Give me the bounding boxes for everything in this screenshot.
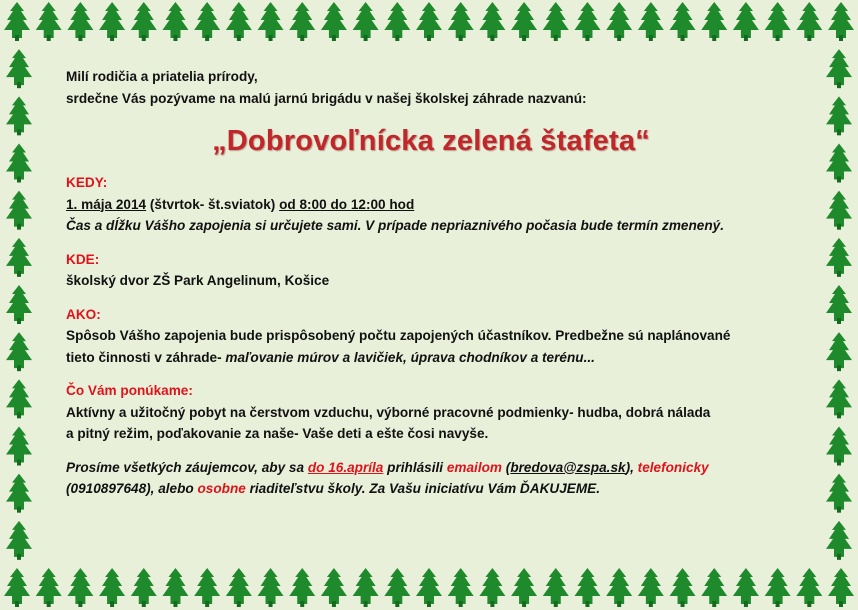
christmas-tree-icon xyxy=(826,285,852,324)
christmas-tree-icon xyxy=(479,2,505,41)
christmas-tree-icon xyxy=(448,2,474,41)
christmas-tree-icon xyxy=(6,96,32,135)
ponukame-line-2: a pitný režim, poďakovanie za naše- Vaše deti a ešte čosi navyše. xyxy=(66,426,489,441)
christmas-tree-icon xyxy=(321,568,347,607)
christmas-tree-icon xyxy=(826,427,852,466)
christmas-tree-icon xyxy=(826,191,852,230)
christmas-tree-icon xyxy=(765,2,791,41)
christmas-tree-icon xyxy=(6,427,32,466)
christmas-tree-icon xyxy=(511,568,537,607)
ako-line-2 xyxy=(66,347,796,369)
ponukame-heading: Čo Vám ponúkame: xyxy=(66,383,193,398)
christmas-tree-icon xyxy=(796,568,822,607)
christmas-tree-icon xyxy=(638,568,664,607)
christmas-tree-icon xyxy=(826,521,852,560)
christmas-tree-icon xyxy=(353,568,379,607)
page-title: „Dobrovoľnícka zelená štafeta“ xyxy=(212,125,650,157)
christmas-tree-icon xyxy=(543,2,569,41)
christmas-tree-icon xyxy=(416,568,442,607)
christmas-tree-icon xyxy=(606,568,632,607)
christmas-tree-icon xyxy=(131,568,157,607)
christmas-tree-icon xyxy=(4,2,30,41)
personal-word: osobne xyxy=(197,481,246,496)
closing-part-4: ), xyxy=(625,459,638,475)
christmas-tree-icon xyxy=(258,2,284,41)
christmas-tree-icon xyxy=(4,568,30,607)
christmas-tree-icon xyxy=(384,568,410,607)
christmas-tree-icon xyxy=(6,379,32,418)
kedy-datetime xyxy=(66,194,796,216)
kedy-note: Čas a dĺžku Vášho zapojenia si určujete sami. V prípade nepriaznivého počasia bude termín zmenený. xyxy=(66,218,724,233)
ako-line-2-italic: maľovanie múrov a lavičiek, úprava chodníkov a terénu... xyxy=(225,349,595,365)
ako-line-1: Spôsob Vášho zapojenia bude prispôsobený počtu zapojených účastníkov. Predbežne sú naplánované xyxy=(66,328,731,343)
christmas-tree-icon xyxy=(701,568,727,607)
christmas-tree-icon xyxy=(733,2,759,41)
closing-part-5: (0910897648), alebo xyxy=(66,481,198,496)
christmas-tree-icon xyxy=(321,2,347,41)
event-time: od 8:00 do 12:00 hod xyxy=(279,196,415,212)
email-word: emailom xyxy=(446,459,502,475)
christmas-tree-icon xyxy=(479,568,505,607)
kde-place: školský dvor ZŠ Park Angelinum, Košice xyxy=(66,273,330,288)
christmas-tree-icon xyxy=(289,2,315,41)
ako-heading: AKO: xyxy=(66,306,101,322)
christmas-tree-icon xyxy=(226,568,252,607)
closing-line-1 xyxy=(66,457,796,479)
christmas-tree-icon xyxy=(574,568,600,607)
christmas-tree-icon xyxy=(36,2,62,41)
christmas-tree-icon xyxy=(289,568,315,607)
christmas-tree-icon xyxy=(448,568,474,607)
christmas-tree-icon xyxy=(416,2,442,41)
closing-part-2: prihlásili xyxy=(383,459,447,475)
christmas-tree-icon xyxy=(131,2,157,41)
christmas-tree-icon xyxy=(6,285,32,324)
christmas-tree-icon xyxy=(828,2,854,41)
christmas-tree-icon xyxy=(826,144,852,183)
christmas-tree-icon xyxy=(194,568,220,607)
christmas-tree-icon xyxy=(36,568,62,607)
invite-text: srdečne Vás pozývame na malú jarnú brigádu v našej školskej záhrade nazvanú: xyxy=(66,90,587,106)
christmas-tree-icon xyxy=(826,96,852,135)
christmas-tree-icon xyxy=(826,474,852,513)
ponukame-line-1: Aktívny a užitočný pobyt na čerstvom vzduchu, výborné pracovné podmienky- hudba, dobrá nálada xyxy=(66,404,711,420)
christmas-tree-icon xyxy=(6,49,32,88)
christmas-tree-icon xyxy=(99,568,125,607)
christmas-tree-icon xyxy=(826,238,852,277)
christmas-tree-icon xyxy=(6,144,32,183)
phone-word: telefonicky xyxy=(637,459,709,475)
christmas-tree-icon xyxy=(606,2,632,41)
closing-part-1: Prosíme všetkých záujemcov, aby sa xyxy=(66,459,308,475)
christmas-tree-icon xyxy=(162,568,188,607)
christmas-tree-icon xyxy=(826,49,852,88)
deadline-date: do 16.apríla xyxy=(307,459,384,475)
christmas-tree-icon xyxy=(6,474,32,513)
christmas-tree-icon xyxy=(511,2,537,41)
greeting-text: Milí rodičia a priatelia prírody, xyxy=(66,69,258,84)
christmas-tree-icon xyxy=(162,2,188,41)
christmas-tree-icon xyxy=(226,2,252,41)
christmas-tree-icon xyxy=(670,568,696,607)
christmas-tree-icon xyxy=(670,2,696,41)
kde-heading: KDE: xyxy=(66,251,100,267)
kedy-heading: KEDY: xyxy=(66,175,108,190)
christmas-tree-icon xyxy=(194,2,220,41)
christmas-tree-icon xyxy=(384,2,410,41)
christmas-tree-icon xyxy=(99,2,125,41)
christmas-tree-icon xyxy=(543,568,569,607)
christmas-tree-icon xyxy=(733,568,759,607)
christmas-tree-icon xyxy=(353,2,379,41)
christmas-tree-icon xyxy=(6,332,32,371)
christmas-tree-icon xyxy=(67,568,93,607)
christmas-tree-icon xyxy=(796,2,822,41)
closing-part-6: riaditeľstvu školy. Za Vašu iniciatívu Vám ĎAKUJEME. xyxy=(245,481,600,496)
invitation-body xyxy=(66,66,796,500)
christmas-tree-icon xyxy=(701,2,727,41)
christmas-tree-icon xyxy=(826,332,852,371)
closing-part-3: ( xyxy=(502,459,511,475)
closing-line-2 xyxy=(66,478,796,500)
christmas-tree-icon xyxy=(6,521,32,560)
event-date-note: (štvrtok- št.sviatok) xyxy=(146,196,280,212)
christmas-tree-icon xyxy=(765,568,791,607)
christmas-tree-icon xyxy=(574,2,600,41)
event-date: 1. mája 2014 xyxy=(66,196,147,212)
christmas-tree-icon xyxy=(67,2,93,41)
christmas-tree-icon xyxy=(6,191,32,230)
christmas-tree-icon xyxy=(638,2,664,41)
christmas-tree-icon xyxy=(826,379,852,418)
ako-line-2-plain: tieto činnosti v záhrade- xyxy=(66,349,226,365)
christmas-tree-icon xyxy=(258,568,284,607)
christmas-tree-icon xyxy=(6,238,32,277)
email-link[interactable]: bredova@zspa.sk xyxy=(510,459,626,475)
christmas-tree-icon xyxy=(828,568,854,607)
